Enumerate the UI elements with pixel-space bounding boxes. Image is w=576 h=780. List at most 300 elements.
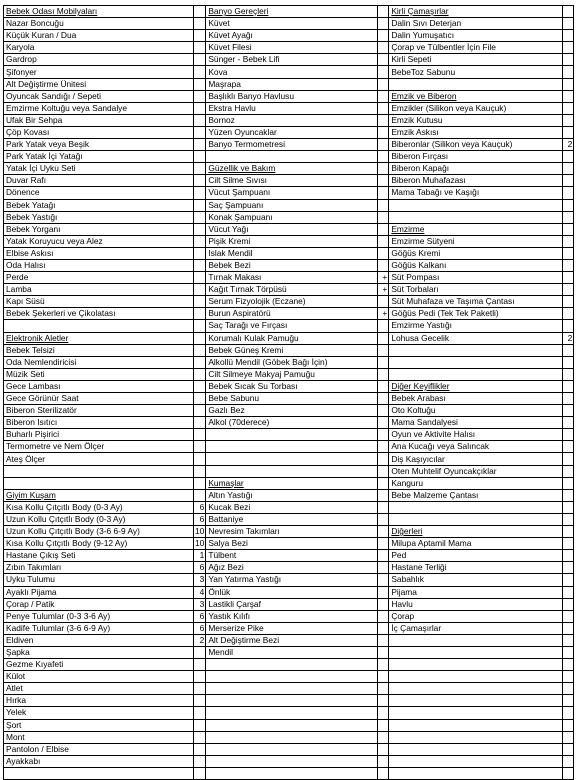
item-cell <box>389 344 563 356</box>
quantity-cell <box>378 743 389 755</box>
quantity-cell <box>378 320 389 332</box>
quantity-cell <box>378 441 389 453</box>
quantity-cell <box>563 223 574 235</box>
quantity-cell <box>194 163 206 175</box>
section-heading: Emzirme <box>389 223 563 235</box>
quantity-cell <box>194 683 206 695</box>
item-cell: Maşrapa <box>206 78 378 90</box>
quantity-cell <box>378 574 389 586</box>
item-cell: Yan Yatırma Yastığı <box>206 574 378 586</box>
item-cell: Çorap ve Tülbentler İçin File <box>389 42 563 54</box>
quantity-cell <box>194 284 206 296</box>
table-row <box>4 598 574 610</box>
table-row <box>4 284 574 296</box>
quantity-cell <box>563 308 574 320</box>
item-cell: Biberonlar (Silikon veya Kauçuk) <box>389 139 563 151</box>
quantity-cell <box>378 417 389 429</box>
item-cell <box>389 513 563 525</box>
quantity-cell <box>378 598 389 610</box>
quantity-cell: 3 <box>194 598 206 610</box>
quantity-cell <box>563 622 574 634</box>
table-row <box>4 610 574 622</box>
quantity-cell <box>194 368 206 380</box>
item-cell: Diş Kaşıyıcılar <box>389 453 563 465</box>
item-cell <box>206 719 378 731</box>
table-row <box>4 175 574 187</box>
item-cell: Lohusa Gecelik <box>389 332 563 344</box>
table-row <box>4 755 574 767</box>
item-cell: Biberon Muhafazası <box>389 175 563 187</box>
quantity-cell: + <box>378 272 389 284</box>
quantity-cell <box>563 767 574 779</box>
item-cell: Pijama <box>389 586 563 598</box>
item-cell <box>389 767 563 779</box>
checklist-body <box>4 6 574 780</box>
table-row <box>4 78 574 90</box>
item-cell: Burun Aspiratörü <box>206 308 378 320</box>
item-cell: Çorap <box>389 610 563 622</box>
table-row <box>4 707 574 719</box>
item-cell: İç Çamaşırlar <box>389 622 563 634</box>
quantity-cell <box>194 429 206 441</box>
item-cell: Oto Koltuğu <box>389 405 563 417</box>
quantity-cell <box>378 501 389 513</box>
item-cell: Tırnak Makası <box>206 272 378 284</box>
quantity-cell <box>378 755 389 767</box>
item-cell: Süt Torbaları <box>389 284 563 296</box>
section-heading: Elektronik Aletler <box>4 332 194 344</box>
quantity-cell <box>194 320 206 332</box>
item-cell: Konak Şampuanı <box>206 211 378 223</box>
quantity-cell <box>378 6 389 18</box>
table-row <box>4 538 574 550</box>
table-row <box>4 126 574 138</box>
item-cell: Göğüs Pedi (Tek Tek Paketli) <box>389 308 563 320</box>
quantity-cell <box>563 344 574 356</box>
quantity-cell <box>563 610 574 622</box>
item-cell: Yelek <box>4 707 194 719</box>
item-cell: Oda Nemlendiricisi <box>4 356 194 368</box>
table-row <box>4 211 574 223</box>
item-cell: Vücut Şampuanı <box>206 187 378 199</box>
table-row <box>4 634 574 646</box>
quantity-cell <box>194 743 206 755</box>
quantity-cell <box>194 272 206 284</box>
quantity-cell <box>563 562 574 574</box>
quantity-cell <box>194 30 206 42</box>
item-cell: Gece Görünür Saat <box>4 393 194 405</box>
quantity-cell <box>563 441 574 453</box>
quantity-cell <box>563 235 574 247</box>
table-row <box>4 66 574 78</box>
item-cell: Merserize Pike <box>206 622 378 634</box>
item-cell: Biberon Kapağı <box>389 163 563 175</box>
item-cell: Uzun Kollu Çıtçıtlı Body (3-6 6-9 Ay) <box>4 526 194 538</box>
quantity-cell <box>194 646 206 658</box>
item-cell <box>206 695 378 707</box>
quantity-cell <box>378 550 389 562</box>
quantity-cell <box>563 550 574 562</box>
item-cell: Yastık Kılıfı <box>206 610 378 622</box>
quantity-cell <box>194 211 206 223</box>
item-cell: Mama Sandalyesi <box>389 417 563 429</box>
item-cell: Dalin Yumuşatıcı <box>389 30 563 42</box>
quantity-cell <box>378 54 389 66</box>
quantity-cell <box>194 671 206 683</box>
item-cell: Önlük <box>206 586 378 598</box>
section-heading: Emzik ve Biberon <box>389 90 563 102</box>
item-cell: Bebek Bezi <box>206 259 378 271</box>
quantity-cell <box>194 465 206 477</box>
quantity-cell: 10 <box>195 526 205 537</box>
item-cell: Kova <box>206 66 378 78</box>
quantity-cell <box>378 139 389 151</box>
table-row <box>4 368 574 380</box>
quantity-cell <box>194 247 206 259</box>
table-row <box>4 513 574 525</box>
quantity-cell: 1 <box>194 550 206 562</box>
quantity-cell <box>378 296 389 308</box>
item-cell: Termometre ve Nem Ölçer <box>4 441 194 453</box>
item-cell: Serum Fizyolojik (Eczane) <box>206 296 378 308</box>
item-cell <box>389 78 563 90</box>
quantity-cell <box>378 695 389 707</box>
item-cell: Cilt Silme Sıvısı <box>206 175 378 187</box>
section-heading: Kirli Çamaşırlar <box>389 6 563 18</box>
quantity-cell: + <box>378 308 389 320</box>
item-cell <box>4 320 194 332</box>
quantity-cell <box>194 78 206 90</box>
quantity-cell <box>563 90 574 102</box>
quantity-cell <box>563 259 574 271</box>
quantity-cell <box>378 683 389 695</box>
table-row <box>4 671 574 683</box>
quantity-cell <box>563 695 574 707</box>
quantity-cell <box>194 417 206 429</box>
quantity-cell <box>378 393 389 405</box>
item-cell: Biberon Isıtıcı <box>4 417 194 429</box>
quantity-cell <box>194 126 206 138</box>
quantity-cell <box>563 284 574 296</box>
quantity-cell <box>563 211 574 223</box>
item-cell: Süt Pompası <box>389 272 563 284</box>
item-cell: Park Yatak İçi Yatağı <box>4 151 194 163</box>
item-cell: Alt Değiştirme Bezi <box>206 634 378 646</box>
table-row <box>4 767 574 779</box>
quantity-cell <box>378 646 389 658</box>
item-cell: Göğüs Kalkanı <box>389 259 563 271</box>
quantity-cell: 6 <box>194 513 206 525</box>
item-cell <box>389 199 563 211</box>
item-cell: Hırka <box>4 695 194 707</box>
item-cell <box>206 465 378 477</box>
item-cell: Sabahlık <box>389 574 563 586</box>
quantity-cell <box>194 380 206 392</box>
table-row <box>4 405 574 417</box>
quantity-cell: 4 <box>194 586 206 598</box>
quantity-cell <box>194 187 206 199</box>
quantity-cell <box>378 767 389 779</box>
quantity-cell <box>378 526 389 538</box>
item-cell: Karyola <box>4 42 194 54</box>
quantity-cell <box>563 272 574 284</box>
item-cell: Park Yatak veya Beşik <box>4 139 194 151</box>
item-cell: Ufak Bir Sehpa <box>4 114 194 126</box>
table-row <box>4 151 574 163</box>
quantity-cell <box>563 187 574 199</box>
item-cell: Emzikler (Silikon veya Kauçuk) <box>389 102 563 114</box>
quantity-cell <box>563 199 574 211</box>
quantity-cell <box>378 163 389 175</box>
quantity-cell <box>563 538 574 550</box>
item-cell <box>4 477 194 489</box>
item-cell: Oyun ve Aktivite Halısı <box>389 429 563 441</box>
quantity-cell <box>378 477 389 489</box>
item-cell <box>4 465 194 477</box>
item-cell <box>389 695 563 707</box>
table-row <box>4 332 574 344</box>
quantity-cell <box>194 477 206 489</box>
item-cell: Alt Değiştirme Ünitesi <box>4 78 194 90</box>
item-cell: Ana Kucağı veya Salıncak <box>389 441 563 453</box>
quantity-cell <box>378 332 389 344</box>
quantity-cell <box>563 526 574 538</box>
quantity-cell <box>194 259 206 271</box>
table-row <box>4 586 574 598</box>
table-row <box>4 187 574 199</box>
table-row <box>4 90 574 102</box>
item-cell: Alkollü Mendil (Göbek Bağı İçin) <box>206 356 378 368</box>
quantity-cell <box>563 320 574 332</box>
item-cell: Bebek Telsizi <box>4 344 194 356</box>
quantity-cell <box>194 356 206 368</box>
table-row <box>4 163 574 175</box>
item-cell: BebeToz Sabunu <box>389 66 563 78</box>
item-cell: Şapka <box>4 646 194 658</box>
item-cell: Korumalı Kulak Pamuğu <box>206 332 378 344</box>
item-cell: Eldiven <box>4 634 194 646</box>
quantity-cell <box>563 356 574 368</box>
quantity-cell <box>563 586 574 598</box>
item-cell: Küçük Kuran / Dua <box>4 30 194 42</box>
item-cell <box>206 671 378 683</box>
table-row <box>4 465 574 477</box>
quantity-cell <box>378 513 389 525</box>
section-heading: Banyo Gereçleri <box>206 6 378 18</box>
item-cell: Nevresim Takımları <box>206 526 378 538</box>
item-cell: Müzik Seti <box>4 368 194 380</box>
quantity-cell <box>194 6 206 18</box>
table-row <box>4 501 574 513</box>
quantity-cell <box>563 18 574 30</box>
item-cell: Oyuncak Sandığı / Sepeti <box>4 90 194 102</box>
quantity-cell <box>378 175 389 187</box>
quantity-cell <box>378 562 389 574</box>
quantity-cell: 3 <box>194 574 206 586</box>
table-row <box>4 42 574 54</box>
item-cell: Yüzen Oyuncaklar <box>206 126 378 138</box>
item-cell: Uzun Kollu Çıtçıtlı Body (0-3 Ay) <box>4 513 194 525</box>
item-cell: Bebek Yatağı <box>4 199 194 211</box>
table-row <box>4 6 574 18</box>
item-cell <box>389 659 563 671</box>
item-cell: Bornoz <box>206 114 378 126</box>
item-cell: Havlu <box>389 598 563 610</box>
table-row <box>4 272 574 284</box>
quantity-cell <box>563 380 574 392</box>
quantity-cell <box>563 54 574 66</box>
quantity-cell <box>194 453 206 465</box>
quantity-cell <box>378 211 389 223</box>
quantity-cell <box>378 78 389 90</box>
item-cell <box>206 755 378 767</box>
item-cell: Duvar Rafı <box>4 175 194 187</box>
quantity-cell <box>194 175 206 187</box>
item-cell: Saç Tarağı ve Fırçası <box>206 320 378 332</box>
quantity-cell <box>378 380 389 392</box>
quantity-cell <box>563 368 574 380</box>
item-cell: Biberon Fırçası <box>389 151 563 163</box>
item-cell <box>389 755 563 767</box>
table-row <box>4 235 574 247</box>
quantity-cell <box>378 659 389 671</box>
table-row <box>4 719 574 731</box>
quantity-cell <box>378 356 389 368</box>
quantity-cell <box>194 199 206 211</box>
table-row <box>4 646 574 658</box>
quantity-cell <box>194 66 206 78</box>
item-cell: Emzik Askısı <box>389 126 563 138</box>
item-cell <box>206 707 378 719</box>
quantity-cell <box>378 610 389 622</box>
quantity-cell <box>194 731 206 743</box>
table-row <box>4 247 574 259</box>
quantity-cell <box>194 707 206 719</box>
quantity-cell <box>378 18 389 30</box>
item-cell: Salya Bezi <box>206 538 378 550</box>
table-row <box>4 308 574 320</box>
item-cell <box>4 767 194 779</box>
quantity-cell <box>563 393 574 405</box>
item-cell: Mont <box>4 731 194 743</box>
quantity-cell <box>378 344 389 356</box>
quantity-cell <box>194 42 206 54</box>
quantity-cell <box>378 731 389 743</box>
quantity-cell <box>563 659 574 671</box>
table-row <box>4 139 574 151</box>
item-cell: Kısa Kollu Çıtçıtlı Body (9-12 Ay) <box>4 538 194 550</box>
item-cell: Pişik Kremi <box>206 235 378 247</box>
item-cell: Bebek Yorganı <box>4 223 194 235</box>
quantity-cell <box>194 308 206 320</box>
quantity-cell <box>563 247 574 259</box>
quantity-cell <box>563 163 574 175</box>
item-cell: Tülbent <box>206 550 378 562</box>
item-cell: Ped <box>389 550 563 562</box>
quantity-cell <box>378 465 389 477</box>
quantity-cell <box>194 767 206 779</box>
quantity-cell <box>378 489 389 501</box>
item-cell: Ateş Ölçer <box>4 453 194 465</box>
quantity-cell <box>563 671 574 683</box>
quantity-cell <box>378 30 389 42</box>
item-cell <box>206 743 378 755</box>
item-cell <box>206 151 378 163</box>
item-cell <box>206 441 378 453</box>
item-cell: Hastane Terliği <box>389 562 563 574</box>
item-cell: Kadife Tulumlar (3-6 6-9 Ay) <box>4 622 194 634</box>
quantity-cell <box>194 151 206 163</box>
table-row <box>4 30 574 42</box>
item-cell: Biberon Sterilizatör <box>4 405 194 417</box>
item-cell <box>389 671 563 683</box>
quantity-cell <box>194 90 206 102</box>
item-cell: Mendil <box>206 646 378 658</box>
quantity-cell <box>194 223 206 235</box>
item-cell <box>389 719 563 731</box>
item-cell: Kirli Sepeti <box>389 54 563 66</box>
quantity-cell <box>194 695 206 707</box>
quantity-cell <box>378 42 389 54</box>
quantity-cell <box>563 646 574 658</box>
quantity-cell <box>378 199 389 211</box>
item-cell: Dalin Sıvı Deterjan <box>389 18 563 30</box>
quantity-cell <box>563 477 574 489</box>
item-cell: Küvet <box>206 18 378 30</box>
item-cell: Cilt Silmeye Makyaj Pamuğu <box>206 368 378 380</box>
quantity-cell <box>194 393 206 405</box>
item-cell: Kucak Bezi <box>206 501 378 513</box>
table-row <box>4 562 574 574</box>
quantity-cell <box>563 102 574 114</box>
item-cell: Emzik Kutusu <box>389 114 563 126</box>
quantity-cell <box>378 671 389 683</box>
item-cell: Alkol (70derece) <box>206 417 378 429</box>
table-row <box>4 489 574 501</box>
table-row <box>4 356 574 368</box>
item-cell: Başlıklı Banyo Havlusu <box>206 90 378 102</box>
quantity-cell: 6 <box>194 610 206 622</box>
item-cell: Gazlı Bez <box>206 405 378 417</box>
quantity-cell <box>563 66 574 78</box>
table-row <box>4 622 574 634</box>
item-cell: Dönence <box>4 187 194 199</box>
section-heading: Diğer Keyiflikler <box>389 380 563 392</box>
quantity-cell <box>378 429 389 441</box>
table-row <box>4 477 574 489</box>
item-cell: Süt Muhafaza ve Taşıma Çantası <box>389 296 563 308</box>
item-cell: Kağıt Tırnak Törpüsü <box>206 284 378 296</box>
item-cell: Bebe Malzeme Çantası <box>389 489 563 501</box>
table-row <box>4 743 574 755</box>
quantity-cell <box>563 598 574 610</box>
quantity-cell <box>563 743 574 755</box>
quantity-cell <box>194 114 206 126</box>
quantity-cell <box>194 235 206 247</box>
item-cell: Oten Muhtelif Oyuncakçıklar <box>389 465 563 477</box>
item-cell: Emzirme Yastığı <box>389 320 563 332</box>
item-cell: Saç Şampuanı <box>206 199 378 211</box>
table-row <box>4 259 574 271</box>
item-cell: Küvet Ayağı <box>206 30 378 42</box>
item-cell <box>389 211 563 223</box>
quantity-cell <box>378 368 389 380</box>
table-row <box>4 453 574 465</box>
item-cell <box>206 767 378 779</box>
table-row <box>4 223 574 235</box>
item-cell: Şifonyer <box>4 66 194 78</box>
quantity-cell <box>563 30 574 42</box>
